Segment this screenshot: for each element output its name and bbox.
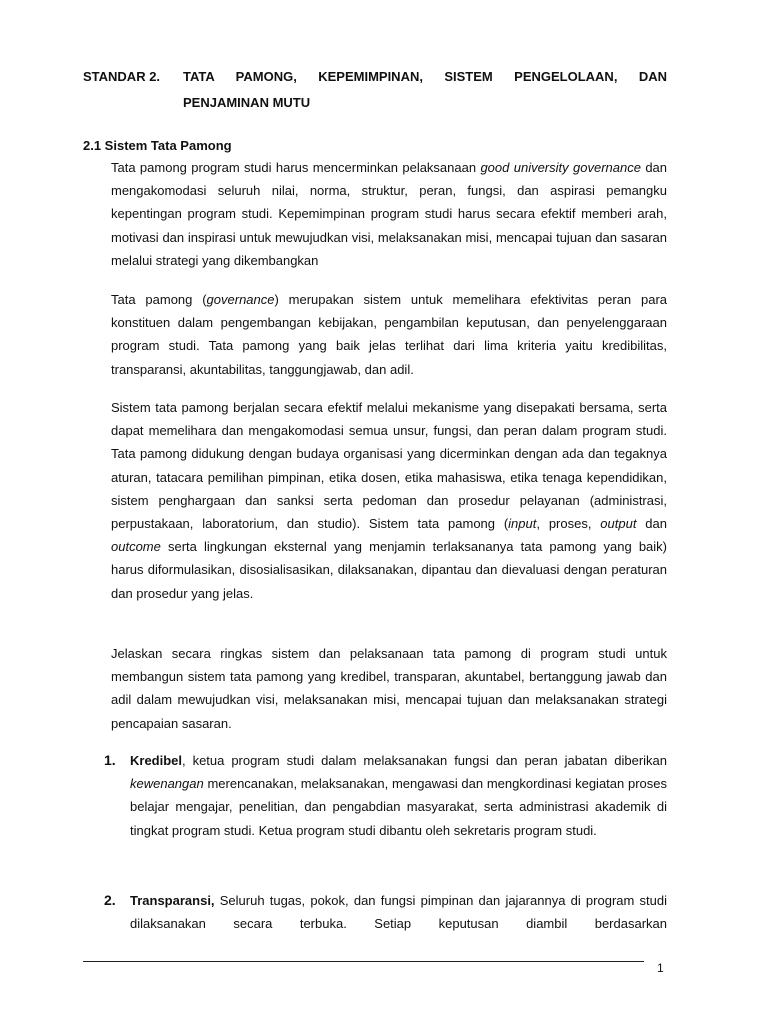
section-heading: 2.1 Sistem Tata Pamong <box>83 138 232 153</box>
list-item-2-text-a: Seluruh tugas, pokok, dan fungsi pimpinan dan jajarannya di program studi dilaksanakan secara terbuka. Setiap keputusan diambil berdasarkan <box>130 893 667 932</box>
list-item-term: Transparansi, <box>130 893 215 908</box>
list-item-kredibel <box>104 749 667 842</box>
paragraph-4: Jelaskan secara ringkas sistem dan pelaksanaan tata pamong di program studi untuk membangun sistem tata pamong yang kredibel, transparan, akuntabel, bertanggung jawab dan adil dalam mewujudkan visi, melaksanakan misi, mencapai tujuan dan melaksanakan strategi pencapaian sasaran. <box>111 646 667 731</box>
footer-divider <box>83 961 644 962</box>
paragraph-3 <box>111 396 667 605</box>
paragraph-1-text-c: dan mengakomodasi seluruh nilai, norma, struktur, peran, fungsi, dan aspirasi pemangku kepentingan program studi. Kepemimpinan program studi harus secara efektif memberi arah, motivasi dan inspirasi untuk mewujudkan visi, melaksanakan misi, mencapai tujuan dan sasaran melalui strategi yang dikembangkan <box>111 160 668 268</box>
paragraph-3-italic-output: output <box>600 516 637 532</box>
paragraph-1-text-a: Tata pamong program studi harus mencerminkan pelaksanaan <box>111 160 481 175</box>
paragraph-1 <box>111 156 667 272</box>
standard-title-line2: PENJAMINAN MUTU <box>183 95 311 110</box>
paragraph-2-italic: governance <box>206 292 275 307</box>
standard-number: STANDAR 2. <box>83 69 161 84</box>
paragraph-3-text-g: serta lingkungan eksternal yang menjamin terlaksananya tata pamong yang baik) harus diformulasikan, disosialisasikan, dilaksanakan, dipantau dan dievaluasi dengan peraturan dan prosedur yang jelas. <box>111 539 667 601</box>
list-item-1-text-c: merencanakan, melaksanakan, mengawasi dan mengkordinasi kegiatan proses belajar mengajar, penelitian, dan pengabdian masyarakat, serta administrasi akademik di tingkat program studi. Ketua program studi dibantu oleh sekretaris program studi. <box>130 776 667 838</box>
standard-heading <box>83 68 667 111</box>
paragraph-2-text-c: ) merupakan sistem untuk memelihara efektivitas peran para konstituen dalam pengembangan kebijakan, pengambilan keputusan, dan penyelenggaraan program studi. Tata pamong yang baik jelas terlihat dari lima kriteria yaitu kredibilitas, transparansi, akuntabilitas, tanggungjawab, dan adil. <box>111 292 668 377</box>
paragraph-1-italic: good university governance <box>480 160 641 175</box>
paragraph-3-text-a: Sistem tata pamong berjalan secara efektif melalui mekanisme yang disepakati bersama, serta dapat memelihara dan mengakomodasi semua unsur, fungsi, dan peran dalam program studi. Tata pamong didukung dengan budaya organisasi yang dicerminkan dengan ada dan tegaknya aturan, tatacara pemilihan pimpinan, etika dosen, etika mahasiswa, etika tenaga kependidikan, sistem penghargaan dan sanksi serta pedoman dan prosedur pelayanan (administrasi, perpustakaan, laboratorium, dan studio). Sistem tata pamong ( <box>111 400 667 532</box>
paragraph-3-text-e: dan <box>636 516 667 532</box>
paragraph-3-text-c: , proses, <box>536 516 601 532</box>
standard-title-line1: TATA PAMONG, KEPEMIMPINAN, SISTEM PENGELOLAAN, DAN <box>183 69 667 84</box>
paragraph-3-italic-input: input <box>508 516 537 532</box>
list-item-1-italic: kewenangan <box>130 776 204 792</box>
paragraph-3-italic-outcome: outcome <box>111 539 161 555</box>
list-item-number: 1. <box>104 752 116 768</box>
list-item-1-text-a: , ketua program studi dalam melaksanakan fungsi dan peran jabatan diberikan <box>182 753 667 768</box>
list-item-transparansi <box>104 889 667 935</box>
list-item-number: 2. <box>104 892 116 908</box>
list-item-term: Kredibel <box>130 753 183 768</box>
paragraph-2-text-a: Tata pamong ( <box>111 292 207 307</box>
paragraph-2 <box>111 288 667 381</box>
page-number: 1 <box>657 961 664 975</box>
